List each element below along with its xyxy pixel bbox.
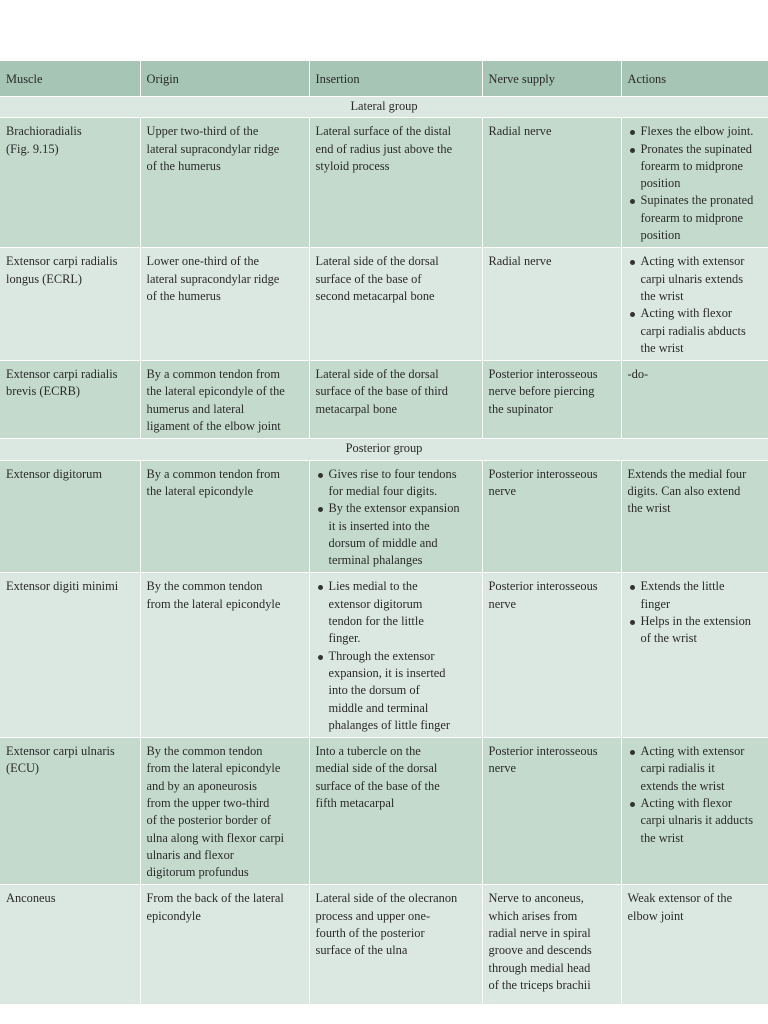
origin-cell bbox=[140, 118, 309, 248]
table-body bbox=[0, 97, 768, 1005]
action-item bbox=[628, 613, 768, 648]
insertion-line: Lateral side of the dorsal bbox=[315, 367, 439, 382]
origin-line: By a common tendon from bbox=[146, 466, 281, 481]
action-line: carpi ulnaris extends bbox=[640, 271, 744, 286]
action-line: Extends the medial four bbox=[627, 466, 747, 481]
nerve-line: Posterior interosseous bbox=[488, 466, 598, 481]
actions-cell bbox=[621, 738, 768, 885]
header-muscle: Muscle bbox=[0, 61, 140, 97]
muscle-line: Extensor carpi radialis bbox=[6, 367, 118, 382]
origin-line: ulna along with flexor carpi bbox=[146, 830, 285, 845]
nerve-line: of the triceps brachii bbox=[488, 977, 591, 992]
muscle-cell bbox=[0, 885, 140, 1005]
muscle-cell bbox=[0, 573, 140, 738]
nerve-cell bbox=[482, 885, 621, 1005]
origin-cell bbox=[140, 573, 309, 738]
origin-line: the lateral epicondyle of the bbox=[146, 384, 285, 399]
origin-line: By the common tendon bbox=[146, 579, 263, 594]
muscle-line: (Fig. 9.15) bbox=[6, 141, 59, 156]
group-title: Posterior group bbox=[0, 439, 768, 460]
muscle-line: Extensor carpi radialis bbox=[6, 254, 118, 269]
insertion-line: process and upper one- bbox=[315, 908, 431, 923]
action-list bbox=[628, 578, 768, 647]
nerve-line: Posterior interosseous bbox=[488, 367, 598, 382]
insertion-line: fifth metacarpal bbox=[315, 795, 395, 810]
origin-line: Lower one-third of the bbox=[146, 254, 260, 269]
origin-line: the lateral epicondyle bbox=[146, 483, 254, 498]
muscle-table bbox=[0, 61, 768, 1005]
nerve-line: groove and descends bbox=[488, 943, 592, 958]
action-line: the wrist bbox=[640, 288, 684, 303]
table-row bbox=[0, 885, 768, 1005]
header-insertion: Insertion bbox=[309, 61, 482, 97]
nerve-line: through medial head bbox=[488, 960, 591, 975]
action-line: Extends the little bbox=[640, 579, 725, 594]
actions-cell bbox=[621, 118, 768, 248]
action-list bbox=[628, 743, 768, 847]
nerve-line: Posterior interosseous bbox=[488, 744, 598, 759]
insertion-line: Gives rise to four tendons bbox=[328, 466, 457, 481]
insertion-line: fourth of the posterior bbox=[315, 926, 425, 941]
muscle-cell bbox=[0, 460, 140, 573]
insertion-line: Lateral side of the olecranon bbox=[315, 891, 458, 906]
header-actions: Actions bbox=[621, 61, 768, 97]
action-line: forearm to midprone bbox=[640, 158, 744, 173]
action-item bbox=[628, 305, 768, 357]
insertion-cell bbox=[309, 885, 482, 1005]
insertion-line: end of radius just above the bbox=[315, 141, 453, 156]
action-line: Acting with extensor bbox=[640, 254, 745, 269]
header-origin: Origin bbox=[140, 61, 309, 97]
origin-cell bbox=[140, 248, 309, 361]
nerve-line: nerve before piercing bbox=[488, 384, 595, 399]
nerve-line: Posterior interosseous bbox=[488, 579, 598, 594]
action-line: elbow joint bbox=[627, 908, 684, 923]
table-row bbox=[0, 573, 768, 738]
action-line: forearm to midprone bbox=[640, 210, 744, 225]
origin-line: and by an aponeurosis bbox=[146, 778, 257, 793]
origin-cell bbox=[140, 738, 309, 885]
muscle-line: Brachioradialis bbox=[6, 124, 82, 139]
muscle-line: Extensor digitorum bbox=[6, 466, 103, 481]
group-title: Lateral group bbox=[0, 97, 768, 118]
nerve-line: nerve bbox=[488, 483, 517, 498]
nerve-cell bbox=[482, 248, 621, 361]
action-line: digits. Can also extend bbox=[627, 483, 741, 498]
insertion-line: metacarpal bone bbox=[315, 401, 398, 416]
insertion-cell bbox=[309, 573, 482, 738]
action-line: position bbox=[640, 176, 681, 191]
nerve-cell bbox=[482, 460, 621, 573]
action-line: -do- bbox=[627, 367, 649, 382]
origin-line: from the upper two-third bbox=[146, 795, 270, 810]
insertion-line: terminal phalanges bbox=[328, 553, 423, 568]
nerve-cell bbox=[482, 361, 621, 439]
actions-cell bbox=[621, 573, 768, 738]
action-line: finger bbox=[640, 596, 671, 611]
insertion-line: By the extensor expansion bbox=[328, 501, 460, 516]
origin-cell bbox=[140, 885, 309, 1005]
nerve-line: which arises from bbox=[488, 908, 578, 923]
insertion-line: surface of the base of third bbox=[315, 384, 448, 399]
insertion-list bbox=[316, 466, 482, 570]
insertion-line: finger. bbox=[328, 631, 361, 646]
insertion-item bbox=[316, 648, 482, 734]
insertion-item bbox=[316, 466, 482, 501]
muscle-line: brevis (ECRB) bbox=[6, 384, 80, 399]
action-line: Weak extensor of the bbox=[627, 891, 733, 906]
action-line: extends the wrist bbox=[640, 778, 725, 793]
insertion-cell bbox=[309, 738, 482, 885]
origin-cell bbox=[140, 460, 309, 573]
insertion-line: dorsum of middle and bbox=[328, 535, 438, 550]
nerve-line: the supinator bbox=[488, 401, 553, 416]
actions-cell bbox=[621, 460, 768, 573]
action-item bbox=[628, 795, 768, 847]
action-item bbox=[628, 578, 768, 613]
insertion-line: styloid process bbox=[315, 158, 390, 173]
group-row bbox=[0, 439, 768, 460]
origin-line: lateral supracondylar ridge bbox=[146, 271, 280, 286]
action-item bbox=[628, 253, 768, 305]
insertion-item bbox=[316, 500, 482, 569]
nerve-line: Radial nerve bbox=[488, 124, 552, 139]
action-item bbox=[628, 743, 768, 795]
origin-line: ligament of the elbow joint bbox=[146, 419, 281, 434]
nerve-line: radial nerve in spiral bbox=[488, 926, 591, 941]
nerve-cell bbox=[482, 738, 621, 885]
muscle-line: (ECU) bbox=[6, 761, 40, 776]
insertion-line: middle and terminal bbox=[328, 700, 429, 715]
action-line: Supinates the pronated bbox=[640, 193, 754, 208]
insertion-cell bbox=[309, 118, 482, 248]
action-line: Helps in the extension bbox=[640, 614, 751, 629]
origin-line: of the posterior border of bbox=[146, 813, 272, 828]
muscle-line: longus (ECRL) bbox=[6, 271, 83, 286]
insertion-line: Lateral surface of the distal bbox=[315, 124, 452, 139]
origin-line: From the back of the lateral bbox=[146, 891, 284, 906]
action-item bbox=[628, 192, 768, 244]
muscle-cell bbox=[0, 248, 140, 361]
actions-cell bbox=[621, 361, 768, 439]
table-row bbox=[0, 361, 768, 439]
action-line: Acting with extensor bbox=[640, 744, 745, 759]
nerve-line: nerve bbox=[488, 596, 517, 611]
insertion-line: phalanges of little finger bbox=[328, 717, 450, 732]
insertion-line: Through the extensor bbox=[328, 648, 435, 663]
origin-line: epicondyle bbox=[146, 908, 201, 923]
insertion-line: surface of the base of the bbox=[315, 778, 440, 793]
insertion-line: Lateral side of the dorsal bbox=[315, 254, 439, 269]
muscle-cell bbox=[0, 118, 140, 248]
insertion-line: for medial four digits. bbox=[328, 483, 438, 498]
muscle-line: Anconeus bbox=[6, 891, 56, 906]
insertion-line: medial side of the dorsal bbox=[315, 761, 438, 776]
action-line: of the wrist bbox=[640, 631, 697, 646]
origin-line: By a common tendon from bbox=[146, 367, 281, 382]
origin-line: By the common tendon bbox=[146, 744, 263, 759]
muscle-cell bbox=[0, 738, 140, 885]
insertion-line: surface of the base of bbox=[315, 271, 422, 286]
group-row bbox=[0, 97, 768, 118]
action-line: carpi ulnaris it adducts bbox=[640, 813, 754, 828]
table-row bbox=[0, 738, 768, 885]
insertion-line: it is inserted into the bbox=[328, 518, 430, 533]
origin-line: of the humerus bbox=[146, 288, 221, 303]
action-line: Pronates the supinated bbox=[640, 141, 752, 156]
insertion-item bbox=[316, 578, 482, 647]
action-item bbox=[628, 141, 768, 193]
action-line: the wrist bbox=[640, 830, 684, 845]
muscle-line: Extensor digiti minimi bbox=[6, 579, 119, 594]
action-line: the wrist bbox=[627, 501, 671, 516]
action-line: Flexes the elbow joint. bbox=[640, 124, 754, 139]
origin-line: humerus and lateral bbox=[146, 401, 245, 416]
table-row bbox=[0, 248, 768, 361]
action-list bbox=[628, 253, 768, 357]
nerve-line: Nerve to anconeus, bbox=[488, 891, 584, 906]
nerve-line: Radial nerve bbox=[488, 254, 552, 269]
action-line: Acting with flexor bbox=[640, 795, 733, 810]
action-line: carpi radialis it bbox=[640, 761, 715, 776]
table-row bbox=[0, 460, 768, 573]
nerve-cell bbox=[482, 118, 621, 248]
actions-cell bbox=[621, 248, 768, 361]
origin-line: digitorum profundus bbox=[146, 865, 249, 880]
origin-line: of the humerus bbox=[146, 158, 221, 173]
insertion-line: extensor digitorum bbox=[328, 596, 423, 611]
nerve-line: nerve bbox=[488, 761, 517, 776]
origin-cell bbox=[140, 361, 309, 439]
insertion-line: Lies medial to the bbox=[328, 579, 418, 594]
muscle-cell bbox=[0, 361, 140, 439]
table-row bbox=[0, 118, 768, 248]
insertion-cell bbox=[309, 460, 482, 573]
insertion-line: surface of the ulna bbox=[315, 943, 408, 958]
origin-line: lateral supracondylar ridge bbox=[146, 141, 280, 156]
action-line: position bbox=[640, 228, 681, 243]
actions-cell bbox=[621, 885, 768, 1005]
insertion-cell bbox=[309, 361, 482, 439]
header-row bbox=[0, 61, 768, 97]
insertion-line: Into a tubercle on the bbox=[315, 744, 421, 759]
insertion-line: second metacarpal bone bbox=[315, 288, 435, 303]
action-line: carpi radialis abducts bbox=[640, 323, 746, 338]
action-line: Acting with flexor bbox=[640, 306, 733, 321]
origin-line: Upper two-third of the bbox=[146, 124, 259, 139]
action-item bbox=[628, 123, 768, 140]
insertion-line: tendon for the little bbox=[328, 614, 424, 629]
header-nerve-supply: Nerve supply bbox=[482, 61, 621, 97]
insertion-list bbox=[316, 578, 482, 734]
origin-line: from the lateral epicondyle bbox=[146, 761, 281, 776]
action-line: the wrist bbox=[640, 340, 684, 355]
origin-line: ulnaris and flexor bbox=[146, 847, 234, 862]
insertion-line: expansion, it is inserted bbox=[328, 665, 446, 680]
nerve-cell bbox=[482, 573, 621, 738]
action-list bbox=[628, 123, 768, 244]
origin-line: from the lateral epicondyle bbox=[146, 596, 281, 611]
muscle-line: Extensor carpi ulnaris bbox=[6, 744, 115, 759]
insertion-line: into the dorsum of bbox=[328, 683, 420, 698]
insertion-cell bbox=[309, 248, 482, 361]
